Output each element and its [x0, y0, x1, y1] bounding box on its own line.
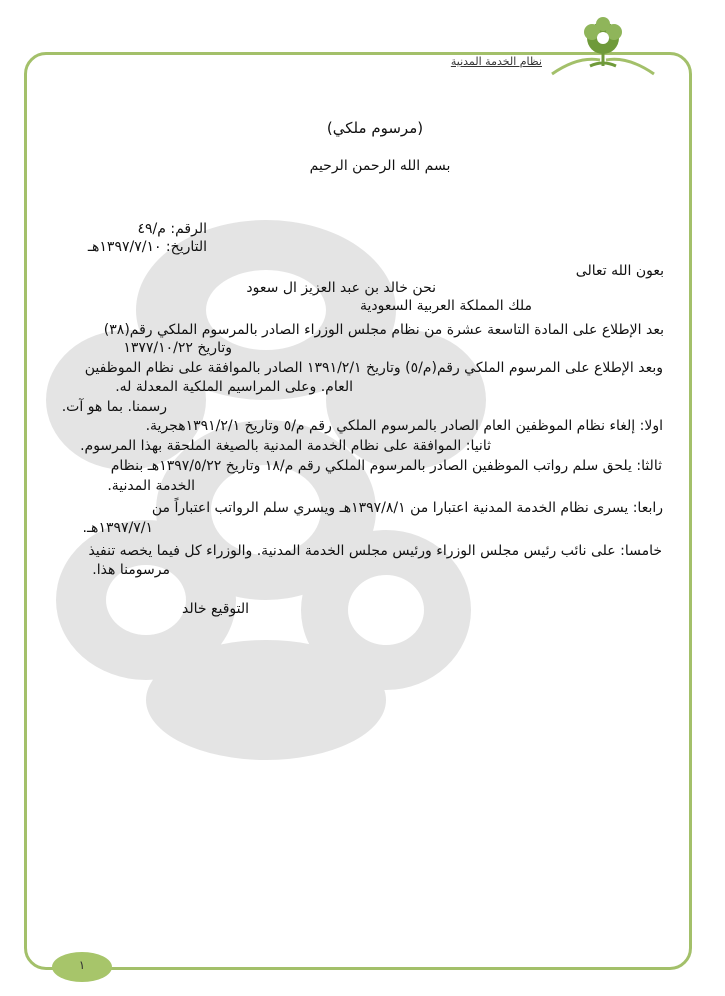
signature: التوقيع خالد: [182, 601, 249, 617]
article-3-line-1: ثالثا: يلحق سلم رواتب الموظفين الصادر بالمرسوم الملكي رقم م/١٨ وتاريخ ١٣٩٧/٥/٢٢هـ بنظام: [110, 458, 662, 474]
article-4-line-1: رابعا: يسرى نظام الخدمة المدنية اعتبارا من ١٣٩٧/٨/١هـ ويسري سلم الرواتب اعتباراً من: [151, 500, 663, 516]
basmala: بسم الله الرحمن الرحيم: [309, 158, 451, 174]
article-5-line-1: خامسا: على نائب رئيس مجلس الوزراء ورئيس مجلس الخدمة المدنية. والوزراء كل فيما يخصه تنفيذ: [88, 543, 662, 559]
preamble-2-line-2: العام. وعلى المراسيم الملكية المعدلة له.: [115, 379, 353, 395]
preamble-2-line-1: وبعد الإطلاع على المرسوم الملكي رقم(م/٥) وتاريخ ١٣٩١/٢/١ الصادر بالموافقة على نظام الموظفين: [84, 360, 663, 376]
article-3-line-2: الخدمة المدنية.: [107, 478, 195, 494]
article-5-line-2: مرسومنا هذا.: [92, 562, 170, 578]
article-1: اولا: إلغاء نظام الموظفين العام الصادر بالمرسوم الملكي رقم م/٥ وتاريخ ١٣٩١/٢/١هجرية.: [145, 418, 663, 434]
preamble-1-line-2: وتاريخ ١٣٧٧/١٠/٢٢: [123, 340, 232, 356]
issuer-name: نحن خالد بن عبد العزيز ال سعود: [246, 280, 436, 296]
intro-line: بعون الله تعالى: [575, 263, 664, 279]
issuer-title: ملك المملكة العربية السعودية: [359, 298, 532, 314]
decree-number: الرقم: م/٤٩: [137, 221, 207, 237]
emblem-logo: [548, 16, 658, 80]
decree-intro: رسمنا. بما هو آت.: [61, 399, 167, 415]
decree-title: (مرسوم ملكي): [326, 119, 424, 137]
preamble-1-line-1: بعد الإطلاع على المادة التاسعة عشرة من نظام مجلس الوزراء الصادر بالمرسوم الملكي رقم(٣٨): [103, 322, 664, 338]
header-title: نظام الخدمة المدنية: [450, 55, 542, 68]
article-4-line-2: ١٣٩٧/٧/١هـ.: [82, 520, 153, 536]
decree-date: التاريخ: ١٣٩٧/٧/١٠هـ: [87, 239, 207, 255]
page-number: ١: [78, 958, 86, 972]
article-2: ثانيا: الموافقة على نظام الخدمة المدنية بالصيغة الملحقة بهذا المرسوم.: [80, 438, 491, 454]
